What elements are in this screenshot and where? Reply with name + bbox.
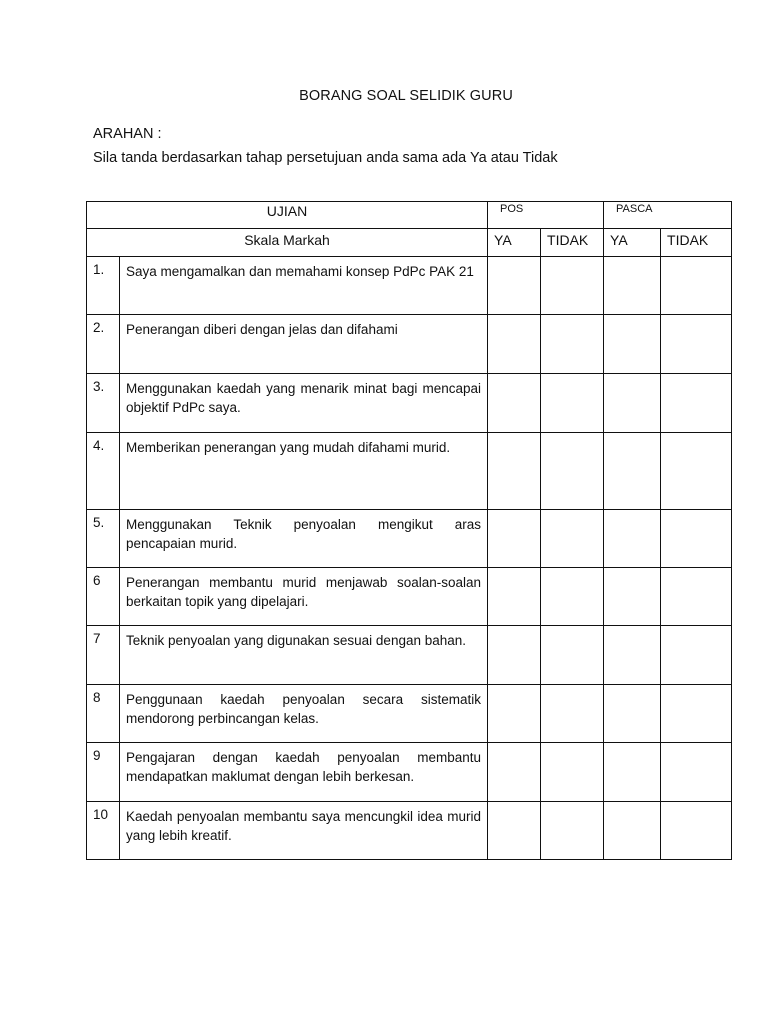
row-statement: Penerangan diberi dengan jelas dan difahami: [120, 315, 488, 374]
row-statement: Kaedah penyoalan membantu saya mencungkil idea murid yang lebih kreatif.: [120, 802, 488, 860]
checkbox-cell-ya-pos[interactable]: [488, 685, 541, 743]
row-statement: Teknik penyoalan yang digunakan sesuai dengan bahan.: [120, 626, 488, 685]
header-ya-pos: YA: [488, 229, 541, 257]
checkbox-cell-tidak-pos[interactable]: [541, 568, 604, 626]
checkbox-cell-tidak-pasca[interactable]: [661, 315, 732, 374]
row-number: 4.: [87, 433, 120, 510]
row-number: 1.: [87, 257, 120, 315]
document-title: BORANG SOAL SELIDIK GURU: [299, 88, 513, 104]
table-row: [87, 374, 732, 433]
checkbox-cell-ya-pos[interactable]: [488, 433, 541, 510]
header-pasca: PASCA: [604, 202, 732, 229]
checkbox-cell-tidak-pasca[interactable]: [661, 433, 732, 510]
row-statement: Saya mengamalkan dan memahami konsep PdPc PAK 21: [120, 257, 488, 315]
checkbox-cell-tidak-pos[interactable]: [541, 802, 604, 860]
checkbox-cell-ya-pos[interactable]: [488, 802, 541, 860]
checkbox-cell-ya-pos[interactable]: [488, 626, 541, 685]
checkbox-cell-tidak-pasca[interactable]: [661, 568, 732, 626]
table-row: [87, 743, 732, 802]
checkbox-cell-tidak-pos[interactable]: [541, 257, 604, 315]
row-number: 8: [87, 685, 120, 743]
row-number: 6: [87, 568, 120, 626]
checkbox-cell-ya-pasca[interactable]: [604, 626, 661, 685]
header-skala-markah: Skala Markah: [87, 229, 488, 257]
row-number: 2.: [87, 315, 120, 374]
table-row: [87, 510, 732, 568]
table-row: [87, 626, 732, 685]
header-tidak-pos: TIDAK: [541, 229, 604, 257]
checkbox-cell-ya-pos[interactable]: [488, 374, 541, 433]
row-number: 5.: [87, 510, 120, 568]
row-number: 7: [87, 626, 120, 685]
row-statement: Penerangan membantu murid menjawab soalan-soalan berkaitan topik yang dipelajari.: [120, 568, 488, 626]
arahan-label: ARAHAN :: [93, 126, 162, 142]
checkbox-cell-tidak-pasca[interactable]: [661, 257, 732, 315]
checkbox-cell-ya-pos[interactable]: [488, 510, 541, 568]
table-row: [87, 685, 732, 743]
checkbox-cell-ya-pasca[interactable]: [604, 257, 661, 315]
header-pos: POS: [488, 202, 604, 229]
table-row: [87, 568, 732, 626]
row-number: 3.: [87, 374, 120, 433]
checkbox-cell-tidak-pasca[interactable]: [661, 626, 732, 685]
checkbox-cell-tidak-pos[interactable]: [541, 374, 604, 433]
checkbox-cell-ya-pasca[interactable]: [604, 685, 661, 743]
checkbox-cell-ya-pasca[interactable]: [604, 802, 661, 860]
checkbox-cell-ya-pos[interactable]: [488, 315, 541, 374]
header-ya-pasca: YA: [604, 229, 661, 257]
row-statement: Menggunakan kaedah yang menarik minat bagi mencapai objektif PdPc saya.: [120, 374, 488, 433]
header-row-skala: [87, 229, 732, 257]
header-ujian: UJIAN: [87, 202, 488, 229]
checkbox-cell-tidak-pasca[interactable]: [661, 802, 732, 860]
checkbox-cell-ya-pasca[interactable]: [604, 315, 661, 374]
checkbox-cell-tidak-pos[interactable]: [541, 743, 604, 802]
survey-table: [86, 201, 732, 860]
checkbox-cell-tidak-pasca[interactable]: [661, 743, 732, 802]
checkbox-cell-tidak-pos[interactable]: [541, 315, 604, 374]
checkbox-cell-ya-pasca[interactable]: [604, 568, 661, 626]
row-number: 9: [87, 743, 120, 802]
checkbox-cell-ya-pasca[interactable]: [604, 433, 661, 510]
checkbox-cell-ya-pasca[interactable]: [604, 743, 661, 802]
table-row: [87, 433, 732, 510]
row-number: 10: [87, 802, 120, 860]
header-tidak-pasca: TIDAK: [661, 229, 732, 257]
checkbox-cell-tidak-pasca[interactable]: [661, 374, 732, 433]
header-row-ujian: [87, 202, 732, 229]
checkbox-cell-ya-pos[interactable]: [488, 743, 541, 802]
checkbox-cell-tidak-pos[interactable]: [541, 626, 604, 685]
checkbox-cell-tidak-pos[interactable]: [541, 685, 604, 743]
row-statement: Menggunakan Teknik penyoalan mengikut aras pencapaian murid.: [120, 510, 488, 568]
table-row: [87, 802, 732, 860]
checkbox-cell-tidak-pasca[interactable]: [661, 510, 732, 568]
row-statement: Penggunaan kaedah penyoalan secara sistematik mendorong perbincangan kelas.: [120, 685, 488, 743]
checkbox-cell-tidak-pos[interactable]: [541, 433, 604, 510]
checkbox-cell-ya-pos[interactable]: [488, 257, 541, 315]
table-row: [87, 315, 732, 374]
checkbox-cell-ya-pasca[interactable]: [604, 510, 661, 568]
checkbox-cell-tidak-pos[interactable]: [541, 510, 604, 568]
checkbox-cell-ya-pasca[interactable]: [604, 374, 661, 433]
checkbox-cell-ya-pos[interactable]: [488, 568, 541, 626]
row-statement: Pengajaran dengan kaedah penyoalan membantu mendapatkan maklumat dengan lebih berkesan.: [120, 743, 488, 802]
instruction-text: Sila tanda berdasarkan tahap persetujuan anda sama ada Ya atau Tidak: [93, 150, 558, 166]
checkbox-cell-tidak-pasca[interactable]: [661, 685, 732, 743]
row-statement: Memberikan penerangan yang mudah difahami murid.: [120, 433, 488, 510]
table-row: [87, 257, 732, 315]
